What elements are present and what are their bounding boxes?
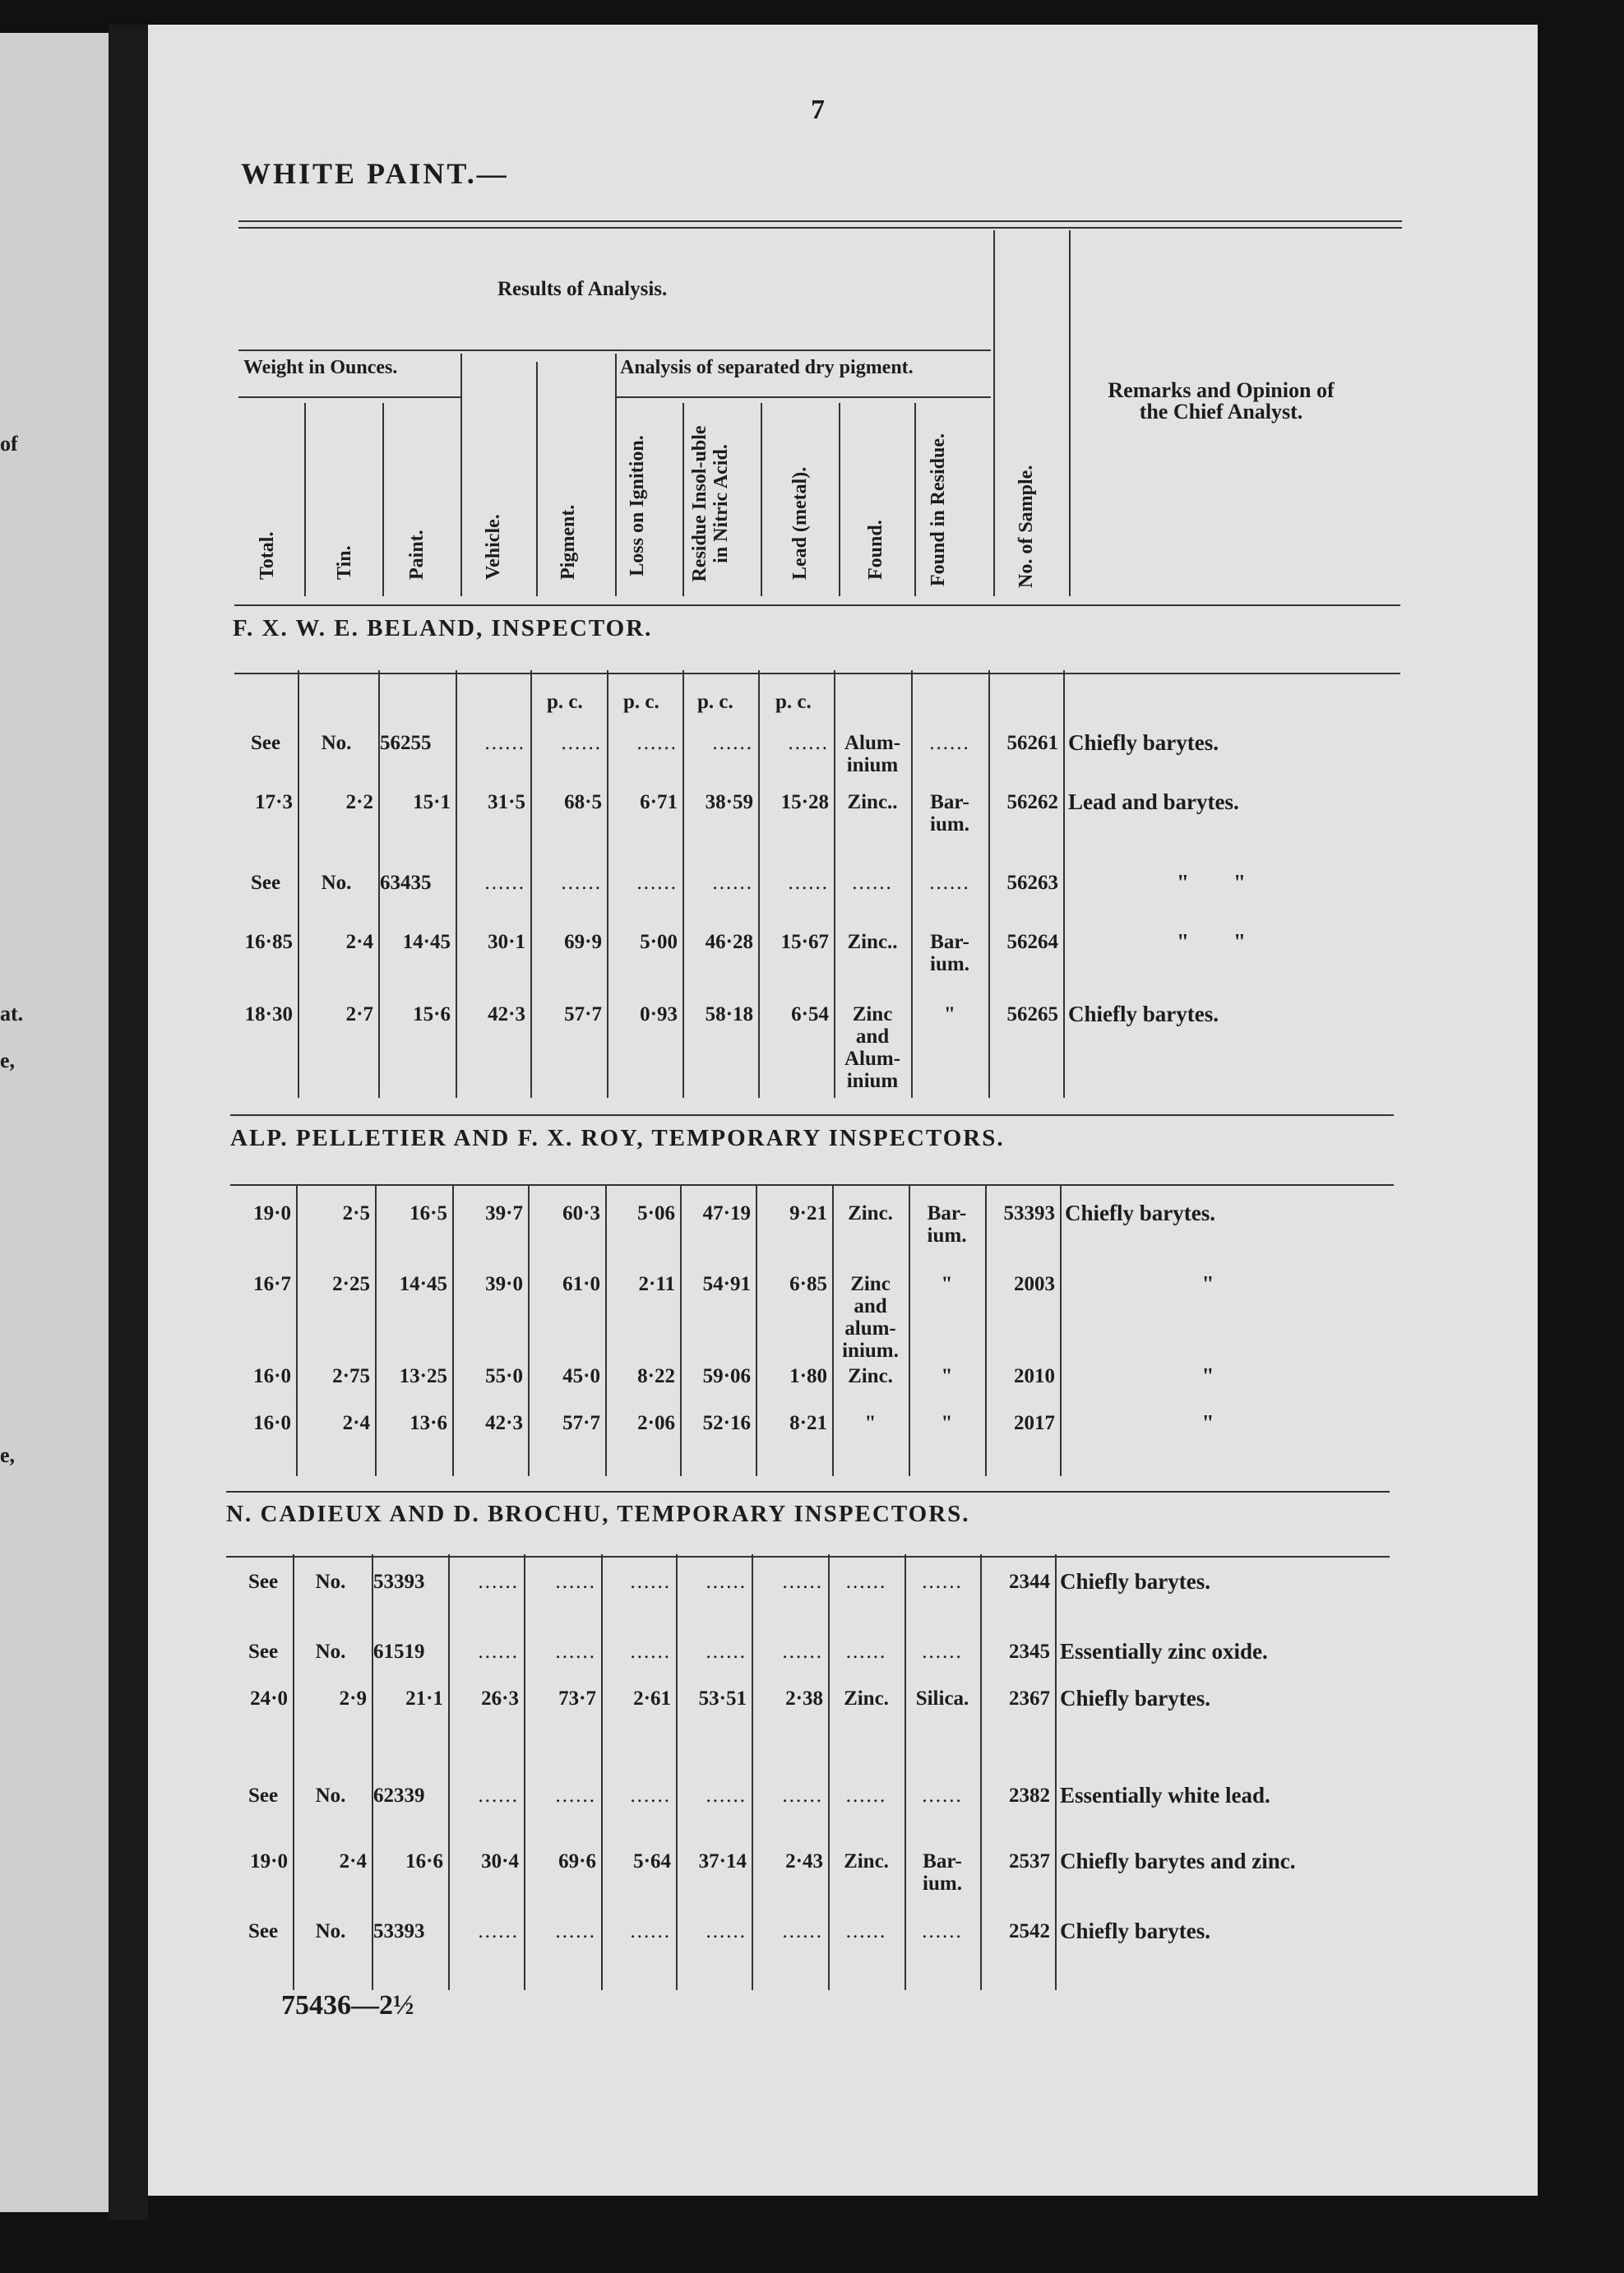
cell-lead: ...... <box>788 732 829 754</box>
cell-found: ...... <box>845 1785 887 1807</box>
cell-total: See <box>250 872 281 894</box>
section-rule <box>226 1491 1390 1493</box>
cell-pigment: ...... <box>555 1920 596 1942</box>
cell-tin: No. <box>315 1920 346 1942</box>
cell-vehicle: ...... <box>478 1920 519 1942</box>
col-loss-on-ignition: Loss on Ignition. <box>627 435 648 576</box>
cell-tin: 2·7 <box>345 1003 373 1025</box>
cell-loss: ...... <box>630 1785 671 1807</box>
header-divider <box>914 403 916 596</box>
section-rule <box>226 1556 1390 1558</box>
cell-residue-found: " <box>944 1003 955 1025</box>
header-divider <box>682 403 684 596</box>
column-line <box>1060 1184 1062 1476</box>
cell-paint: 56255 <box>380 732 432 754</box>
cell-loss: 5·64 <box>633 1850 671 1873</box>
weight-rule <box>238 396 460 398</box>
unit-label: p. c. <box>775 691 812 713</box>
cell-tin: No. <box>315 1641 346 1663</box>
cell-vehicle: 39·7 <box>485 1202 523 1224</box>
cell-total: 19·0 <box>250 1850 288 1873</box>
cell-lead: ...... <box>782 1920 823 1942</box>
cell-remarks: Chiefly barytes. <box>1060 1569 1210 1594</box>
weight-heading: Weight in Ounces. <box>243 357 398 378</box>
cell-lead: ...... <box>788 872 829 894</box>
cell-sample: 2537 <box>1009 1850 1050 1873</box>
cell-pigment: ...... <box>561 732 602 754</box>
cell-remarks: Chiefly barytes. <box>1060 1919 1210 1943</box>
section-rule <box>230 1184 1394 1186</box>
cell-vehicle: 55·0 <box>485 1365 523 1387</box>
header-divider <box>839 403 840 596</box>
cell-residue: 47·19 <box>702 1202 751 1224</box>
footer-signature: 75436—2½ <box>281 1990 414 2021</box>
cell-pigment: ...... <box>555 1571 596 1593</box>
cell-remarks: " <box>1201 1271 1215 1296</box>
cell-residue: ...... <box>706 1571 747 1593</box>
cell-vehicle: 26·3 <box>481 1687 519 1710</box>
cell-sample: 56262 <box>1006 791 1058 813</box>
cell-sample: 53393 <box>1003 1202 1055 1224</box>
unit-label: p. c. <box>623 691 659 713</box>
cell-total: 17·3 <box>255 791 293 813</box>
cell-found: ...... <box>852 872 893 894</box>
cell-paint: 16·5 <box>409 1202 447 1224</box>
cell-vehicle: ...... <box>484 732 525 754</box>
cell-vehicle: 42·3 <box>485 1412 523 1434</box>
cell-total: See <box>248 1785 279 1807</box>
cell-pigment: 73·7 <box>558 1687 596 1710</box>
cell-sample: 56265 <box>1006 1003 1058 1025</box>
cell-pigment: 57·7 <box>562 1412 600 1434</box>
cell-vehicle: 30·1 <box>488 931 525 953</box>
cell-residue: 58·18 <box>705 1003 753 1025</box>
cell-lead: 8·21 <box>789 1412 827 1434</box>
cell-paint: 14·45 <box>402 931 451 953</box>
cell-lead: ...... <box>782 1571 823 1593</box>
cell-paint: 13·25 <box>399 1365 447 1387</box>
cell-residue-found: " <box>941 1273 953 1295</box>
cell-found: ...... <box>845 1641 887 1663</box>
left-page-fragment: e, <box>0 1049 16 1072</box>
cell-tin: 2·9 <box>339 1687 367 1710</box>
cell-vehicle: 30·4 <box>481 1850 519 1873</box>
cell-remarks: Chiefly barytes. <box>1065 1201 1215 1225</box>
col-lead: Lead (metal). <box>789 466 811 580</box>
col-paint: Paint. <box>406 530 428 580</box>
cell-total: See <box>248 1641 279 1663</box>
cell-sample: 56263 <box>1006 872 1058 894</box>
header-divider <box>304 403 306 596</box>
cell-residue: ...... <box>706 1920 747 1942</box>
col-tin: Tin. <box>334 545 355 580</box>
cell-total: See <box>248 1571 279 1593</box>
cell-loss: ...... <box>636 732 678 754</box>
col-total: Total. <box>257 531 278 580</box>
cell-sample: 2017 <box>1014 1412 1055 1434</box>
cell-paint: 53393 <box>373 1571 425 1593</box>
cell-found: ...... <box>845 1571 887 1593</box>
section-heading-pelletier-roy: ALP. PELLETIER AND F. X. ROY, TEMPORARY INSPECTORS. <box>230 1125 1005 1151</box>
col-pigment: Pigment. <box>558 504 579 580</box>
cell-tin: No. <box>321 872 352 894</box>
cell-paint: 61519 <box>373 1641 425 1663</box>
section-heading-beland: F. X. W. E. BELAND, INSPECTOR. <box>233 615 653 641</box>
cell-sample: 2003 <box>1014 1273 1055 1295</box>
cell-residue: 37·14 <box>698 1850 747 1873</box>
cell-vehicle: 42·3 <box>488 1003 525 1025</box>
cell-lead: ...... <box>782 1785 823 1807</box>
results-rule <box>238 350 991 351</box>
cell-residue-found: Bar-ium. <box>927 1202 967 1247</box>
cell-residue: 46·28 <box>705 931 753 953</box>
cell-total: 19·0 <box>253 1202 291 1224</box>
cell-total: 18·30 <box>244 1003 293 1025</box>
cell-residue: 38·59 <box>705 791 753 813</box>
cell-vehicle: ...... <box>478 1641 519 1663</box>
cell-remarks: Chiefly barytes. <box>1068 1002 1219 1026</box>
cell-loss: 5·00 <box>640 931 678 953</box>
cell-tin: 2·2 <box>345 791 373 813</box>
cell-paint: 63435 <box>380 872 432 894</box>
cell-remarks: Essentially zinc oxide. <box>1060 1639 1268 1664</box>
cell-loss: ...... <box>630 1920 671 1942</box>
cell-lead: 1·80 <box>789 1365 827 1387</box>
cell-sample: 2344 <box>1009 1571 1050 1593</box>
cell-tin: 2·4 <box>339 1850 367 1873</box>
analysis-rule <box>617 396 991 398</box>
header-divider <box>761 403 762 596</box>
cell-residue-found: ...... <box>922 1641 963 1663</box>
cell-vehicle: ...... <box>484 872 525 894</box>
cell-lead: 2·38 <box>785 1687 823 1710</box>
cell-found: Zinc. <box>848 1365 893 1387</box>
cell-found: Zinc. <box>844 1850 889 1873</box>
cell-paint: 53393 <box>373 1920 425 1942</box>
cell-pigment: 61·0 <box>562 1273 600 1295</box>
cell-residue-found: ...... <box>929 732 970 754</box>
cell-total: See <box>250 732 281 754</box>
analysis-heading: Analysis of separated dry pigment. <box>620 357 914 378</box>
cell-paint: 15·6 <box>413 1003 451 1025</box>
cell-residue: ...... <box>712 872 753 894</box>
cell-residue-found: ...... <box>922 1920 963 1942</box>
cell-lead: 6·54 <box>791 1003 829 1025</box>
cell-residue-found: Bar-ium. <box>923 1850 962 1895</box>
cell-paint: 13·6 <box>409 1412 447 1434</box>
cell-loss: 8·22 <box>637 1365 675 1387</box>
left-page-edge <box>0 33 111 2212</box>
header-divider <box>993 230 995 596</box>
cell-residue-found: " <box>941 1365 953 1387</box>
cell-loss: 6·71 <box>640 791 678 813</box>
cell-tin: 2·25 <box>332 1273 370 1295</box>
cell-sample: 2542 <box>1009 1920 1050 1942</box>
cell-loss: 2·61 <box>633 1687 671 1710</box>
column-line <box>1055 1554 1057 1990</box>
cell-pigment: 60·3 <box>562 1202 600 1224</box>
cell-sample: 2382 <box>1009 1785 1050 1807</box>
cell-loss: 0·93 <box>640 1003 678 1025</box>
col-residue-insoluble: Residue Insol-uble in Nitric Acid. <box>689 425 732 582</box>
cell-pigment: 68·5 <box>564 791 602 813</box>
cell-tin: 2·4 <box>345 931 373 953</box>
cell-lead: 15·67 <box>780 931 829 953</box>
cell-loss: 5·06 <box>637 1202 675 1224</box>
cell-remarks: " " <box>1177 870 1246 895</box>
section-rule <box>234 673 1400 674</box>
cell-residue: ...... <box>712 732 753 754</box>
cell-residue: 54·91 <box>702 1273 751 1295</box>
results-heading: Results of Analysis. <box>497 278 668 300</box>
cell-vehicle: 31·5 <box>488 791 525 813</box>
cell-paint: 16·6 <box>405 1850 443 1873</box>
cell-residue-found: Bar-ium. <box>930 791 969 836</box>
header-divider <box>536 362 538 596</box>
cell-found: Zinc. <box>844 1687 889 1710</box>
cell-found: Zinc. <box>848 1202 893 1224</box>
remarks-heading: Remarks and Opinion of the Chief Analyst. <box>1108 378 1335 424</box>
cell-paint: 14·45 <box>399 1273 447 1295</box>
left-page-fragment: at. <box>0 1002 24 1025</box>
cell-tin: 2·75 <box>332 1365 370 1387</box>
header-rule-top-double <box>238 227 1402 229</box>
cell-remarks: Lead and barytes. <box>1068 789 1239 814</box>
header-divider <box>615 354 617 596</box>
cell-pigment: ...... <box>555 1641 596 1663</box>
header-divider <box>460 354 462 596</box>
cell-loss: ...... <box>636 872 678 894</box>
unit-label: p. c. <box>547 691 583 713</box>
cell-total: 16·0 <box>253 1365 291 1387</box>
cell-pigment: 57·7 <box>564 1003 602 1025</box>
cell-loss: 2·06 <box>637 1412 675 1434</box>
cell-lead: 9·21 <box>789 1202 827 1224</box>
cell-remarks: " <box>1201 1410 1215 1435</box>
cell-residue-found: Bar-ium. <box>930 931 969 975</box>
header-divider <box>382 403 384 596</box>
cell-remarks: Essentially white lead. <box>1060 1783 1270 1808</box>
cell-pigment: 69·6 <box>558 1850 596 1873</box>
cell-total: 16·85 <box>244 931 293 953</box>
cell-residue-found: Silica. <box>915 1687 969 1710</box>
cell-lead: 2·43 <box>785 1850 823 1873</box>
cell-vehicle: ...... <box>478 1785 519 1807</box>
cell-total: 24·0 <box>250 1687 288 1710</box>
cell-paint: 62339 <box>373 1785 425 1807</box>
cell-lead: ...... <box>782 1641 823 1663</box>
col-found: Found. <box>865 520 886 580</box>
cell-sample: 56264 <box>1006 931 1058 953</box>
cell-sample: 2345 <box>1009 1641 1050 1663</box>
cell-loss: ...... <box>630 1571 671 1593</box>
column-line <box>1063 670 1065 1098</box>
cell-found: Zinc.. <box>847 791 898 813</box>
cell-found: Zinc and alum-inium. <box>842 1273 899 1362</box>
cell-residue: ...... <box>706 1641 747 1663</box>
cell-pigment: 45·0 <box>562 1365 600 1387</box>
cell-residue-found: ...... <box>929 872 970 894</box>
section-heading-cadieux-brochu: N. CADIEUX AND D. BROCHU, TEMPORARY INSPECTORS. <box>226 1501 970 1527</box>
cell-sample: 56261 <box>1006 732 1058 754</box>
cell-paint: 21·1 <box>405 1687 443 1710</box>
cell-found: Zinc and Alum-inium <box>844 1003 901 1092</box>
book-gutter <box>109 25 148 2220</box>
cell-vehicle: ...... <box>478 1571 519 1593</box>
cell-pigment: 69·9 <box>564 931 602 953</box>
cell-found: ...... <box>845 1920 887 1942</box>
cell-remarks: " " <box>1177 929 1246 954</box>
cell-residue-found: ...... <box>922 1571 963 1593</box>
cell-tin: No. <box>315 1785 346 1807</box>
cell-tin: 2·4 <box>342 1412 370 1434</box>
cell-sample: 2367 <box>1009 1687 1050 1710</box>
cell-total: 16·0 <box>253 1412 291 1434</box>
cell-remarks: Chiefly barytes. <box>1068 730 1219 755</box>
col-no-of-sample: No. of Sample. <box>1016 465 1037 588</box>
cell-residue-found: " <box>941 1412 953 1434</box>
col-vehicle: Vehicle. <box>483 514 504 580</box>
cell-residue-found: ...... <box>922 1785 963 1807</box>
page-title: WHITE PAINT.— <box>241 157 509 190</box>
cell-remarks: " <box>1201 1363 1215 1388</box>
left-page-fragment: of <box>0 432 18 456</box>
cell-pigment: ...... <box>561 872 602 894</box>
header-rule-top <box>238 220 1402 222</box>
unit-label: p. c. <box>697 691 733 713</box>
cell-found: Zinc.. <box>847 931 898 953</box>
cell-remarks: Chiefly barytes. <box>1060 1686 1210 1711</box>
cell-loss: ...... <box>630 1641 671 1663</box>
cell-residue: 52·16 <box>702 1412 751 1434</box>
cell-lead: 15·28 <box>780 791 829 813</box>
page-number: 7 <box>811 95 825 125</box>
col-found-in-residue: Found in Residue. <box>928 433 949 587</box>
cell-lead: 6·85 <box>789 1273 827 1295</box>
cell-residue: ...... <box>706 1785 747 1807</box>
left-page-fragment: e, <box>0 1443 16 1467</box>
cell-residue: 59·06 <box>702 1365 751 1387</box>
cell-loss: 2·11 <box>638 1273 675 1295</box>
cell-found: Alum-inium <box>844 732 901 776</box>
cell-total: See <box>248 1920 279 1942</box>
cell-found: " <box>864 1412 877 1434</box>
cell-sample: 2010 <box>1014 1365 1055 1387</box>
cell-tin: No. <box>321 732 352 754</box>
cell-paint: 15·1 <box>413 791 451 813</box>
cell-tin: No. <box>315 1571 346 1593</box>
cell-residue: 53·51 <box>698 1687 747 1710</box>
cell-tin: 2·5 <box>342 1202 370 1224</box>
cell-total: 16·7 <box>253 1273 291 1295</box>
cell-pigment: ...... <box>555 1785 596 1807</box>
section-rule <box>230 1114 1394 1116</box>
header-rule-bottom <box>234 604 1400 606</box>
cell-vehicle: 39·0 <box>485 1273 523 1295</box>
header-divider <box>1069 230 1071 596</box>
cell-remarks: Chiefly barytes and zinc. <box>1060 1849 1296 1873</box>
